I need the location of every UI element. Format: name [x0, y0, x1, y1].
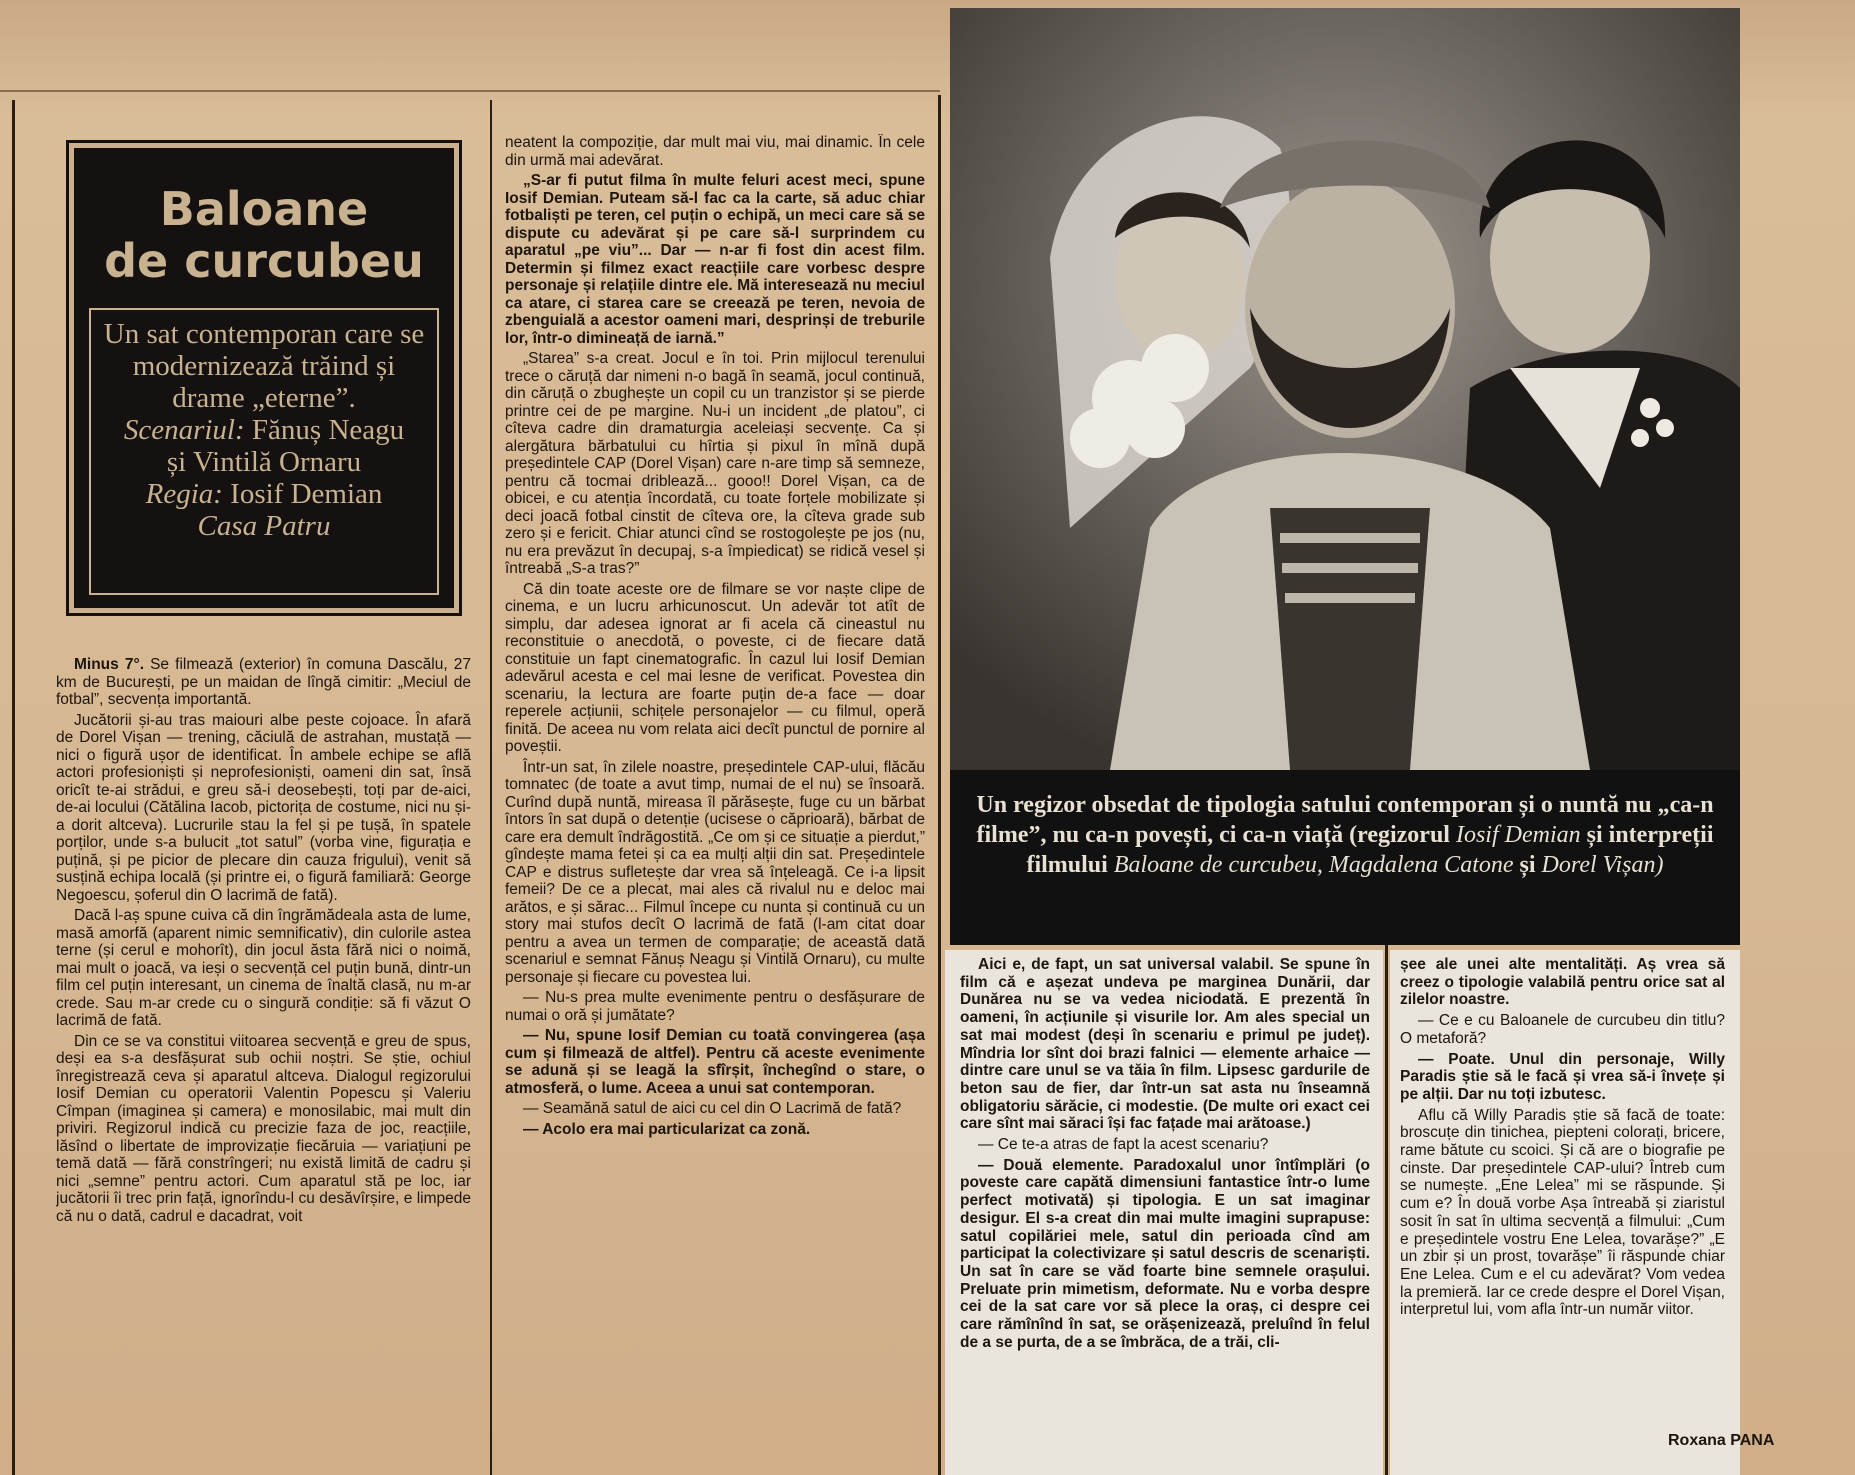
col2-para-3: „Starea” s-a creat. Jocul e în toi. Prin mijlocul terenului trece o căruță dar nimeni n-o bagă în seamă, jocul continuă, din căruță o zbughește un copil cu un tranzistor și se pierde printre cei de pe margine. Nu-i un incident „de platou”, ci cîteva cadre din dramaturgia aceleiași secvențe. Ca și alergătura bărbatului cu hîrtia și pixul în mînă după președintele CAP (Dorel Vișan) care n-are timp să semneze, pentru că tocmai driblează... gooo!! Dorel Vișan, ca de obicei, e cu atenția încordată, cu toate forțele mobilizate și deci joacă fotbal cinstit de cîteva ore, la cîteva grade sub zero și e fericit. Chiar atunci cînd se rostogolește pe jos (nu, nu era prevăzut în decupaj, s-a împiedicat) se ridică vesel și întreabă „S-a tras?” — [505, 350, 925, 577]
caption-name-2: Dorel Vișan) — [1541, 852, 1664, 878]
caption-text-2: și interpreții filmului — [1026, 822, 1714, 878]
column-4 — [1400, 956, 1725, 1426]
column-rule-3 — [1385, 945, 1388, 1475]
col2-para-2: „S-ar fi putut filma în multe feluri acest meci, spune Iosif Demian. Puteam să-l fac ca la carte, să aduc chiar fotbaliști pe teren, cel puțin o echipă, un meci care să se dispute cu adevărat și pe care să-l surprindem cu aparatul „pe viu”... Dar — n-ar fi fost din acest film. Determin și filmez exact reacțiile care vorbesc despre personaje și relațiile dintre ele. Mă interesează nu meciul ca atare, ci starea care se creează pe teren, nevoia de zbenguială a acestor oameni mari, desprinși de treburile lor, într-o dimineață de iarnă.” — [505, 172, 925, 347]
director-label: Regia: — [145, 478, 223, 510]
column-3 — [960, 956, 1370, 1471]
col2-para-6: — Nu-s prea multe evenimente pentru o desfășurare de numai o oră și jumătate? — [505, 989, 925, 1024]
article-title-box — [66, 140, 462, 616]
col4-para-1: șee ale unei alte mentalități. Aș vrea să creez o tipologie valabilă pentru orice sat al zilelor noastre. — [1400, 956, 1725, 1009]
article-title — [69, 183, 459, 287]
title-line-2: de curcubeu — [104, 234, 424, 288]
col2-para-5: Într-un sat, în zilele noastre, președintele CAP-ului, flăcău tomnatec (de toate a avut timp, numai de el nu) se însoară. Curînd după nuntă, mireasa îl părăsește, fuge cu un bărbat întors în sat după o detenție (ucisese o căprioară), bărbat de care era demult îndrăgostită. „Ce om și ce situație a pierdut,” gîndește mama fetei și ca ea mulți alții din sat. Președintele CAP e distrus sufletește dar vrea să înțeleagă. Ce i-a lipsit femeii? De ce a plecat, mai ales că rivalul nu e deloc mai arătos, e și sărac... Filmul începe cu nunta și continuă cu un story mai stufos decît O lacrimă de fată (l-am citat doar pentru a avea un termen de comparație; de această dată scenariul e semnat Fănuș Neagu și Vintilă Ornaru), cu multe personaje și fiecare cu povestea lui. — [505, 758, 925, 986]
director-name: Iosif Demian — [230, 478, 383, 510]
screenplay-authors: Fănuș Neagu — [251, 414, 405, 446]
column-rule-1 — [490, 100, 492, 1475]
col2-para-1: neatent la compoziție, dar mult mai viu, mai dinamic. În cele din urmă mai adevărat. — [505, 134, 925, 169]
caption-film: Baloane de curcubeu, Magdalena Catone — [1113, 852, 1514, 878]
screenplay-label: Scenariul: — [123, 414, 245, 446]
col4-para-3: — Poate. Unul din personaje, Willy Paradis știe să le facă și vrea să-i învețe și pe alții. Dar nu toți izbutesc. — [1400, 1050, 1725, 1103]
col1-para-3: Dacă l-aș spune cuiva că din îngrămădeala asta de lume, masă amorfă (aparent nimic semnificativ), din culorile astea terne (și cerul e mohorît), din jocul ăsta fără nici o noimă, mai mult o joacă, va ieși o secvență cel puțin bună, dintr-un film cel puțin interesant, un cinema de înaltă clasă, nu m-ar crede. Sau m-ar crede cu o singură condiție: să fi văzut O lacrimă de fată. — [56, 907, 471, 1029]
col2-para-9: — Acolo era mai particularizat ca zonă. — [523, 1120, 811, 1138]
author-signature: Roxana PANA — [1668, 1432, 1775, 1449]
lead-in: Minus 7°. — [74, 656, 144, 673]
photo-caption — [950, 770, 1740, 945]
col4-para-4: Aflu că Willy Paradis știe să facă de toate: broscuțe din tinichea, piepteni colorați, briceге, rame bătute cu scoici. Și că are o biografie pe cinste. Dar președintele CAP-ului? Întreb cum se numește. „Ene Lelea” mi se răspunde. Și cum e? În două vorbe Așa întreabă și ziaristul sosit în sat în ultima secvență a filmului: „Cum e președintele vostru Ene Lelea, tovarășe?” „E un zbir și un prost, tovarășe” îi răspunde chiar Ene Lelea. Cum e el cu adevărat? Vom vedea la premieră. Iar ce crede despre el Dorel Vișan, interpretul lui, vom afla într-un număr viitor. — [1400, 1106, 1725, 1319]
title-line-1: Baloane — [159, 182, 369, 236]
col1-para-4: Din ce se va constitui viitoarea secvență e greu de spus, deși ea s-a desfășurat sub ochii noștri. Se știe, ochiul înregistrează ceva și aparatul altceva. Dialogul regizorului Iosif Demian cu operatorii Valentin Popescu și Valeriu Cîmpan (imaginea și camera) e monosilabic, mai mult din priviri. Regizorul indică cu precizie faza de joc, reacțiile, lăsînd o libertate de improvizație fiecăruia — variațiuni pe temă dată — fără constrîngeri; nu există limită de cadru și nici „semne” pentru actori. Cum aparatul stă pe loc, iar jucătorii îi trec prin față, ignorîndu-l cu desăvîrșire, e limpede că nu o dată, cadrul e dacadrat, voit — [56, 1032, 471, 1225]
col2-para-7: — Nu, spune Iosif Demian cu toată convingerea (așa cum și filmează de altfel). Pentru că aceste evenimente se adună și se leagă la sfîrșit, închegînd o stare, o atmosferă, o lume. Aceea a unui sat contemporan. — [505, 1027, 925, 1097]
col1-para-2: Jucătorii și-au tras maiouri albe peste cojoace. În afară de Dorel Vișan — trening, căciulă de astrahan, mustață — nici o figură ușor de identificat. În ambele echipe se află actori profesioniști și neprofesioniști, oameni din sat, însă oricît te-ai strădui, e greu să-i deosebești, toți par de-aici, de-ai locului (Cătălina Iacob, pictorița de costume, nici nu și-a dorit altceva). Lucrurile stau la fel și pe tușă, în spatele porților, unde s-a bulucit „tot satul” (vorba vine, figurația e puțină, și pe picior de plecare din cauza frigului), venit să susțină echipa locală (și printre ei, o figură familiară: George Negoescu, șoferul din O lacrimă de fată). — [56, 711, 471, 904]
col4-para-2: — Ce e cu Baloanele de curcubeu din titlu? O metaforă? — [1400, 1012, 1725, 1047]
screenplay-authors-2: și Vintilă Ornaru — [166, 446, 362, 478]
column-rule-left — [12, 100, 15, 1475]
photo-illustration — [950, 8, 1740, 770]
col3-para-3: — Două elemente. Paradoxalul unor întîmplări (o poveste care capătă dimensiuni fantastice într-o lume perfect motivată) și tipologia. E un sat imaginar desigur. El s-a creat din mai multe imagini suprapuse: satul copilăriei mele, satul din perioada cînd am participat la colectivizare și satul descris de scenariști. Un sat în care se văd foarte bine semnele orașului. Preluate prin mimetism, deformate. Nu e vorba despre cei de la sat care vor să plece la oraș, ci despre cei care rămînînd în sat, se orășenizează, preluînd în felul de a se purta, de a se îmbrăca, de a trăi, cli- — [960, 1156, 1370, 1351]
col2-para-8: — Seamănă satul de aici cu cel din O Lacrimă de fată? — [523, 1100, 902, 1117]
col3-para-2: — Ce te-a atras de fapt la acest scenariu? — [978, 1136, 1269, 1154]
caption-name-1: Iosif Demian — [1455, 822, 1581, 848]
col1-para-1 — [56, 656, 471, 709]
column-rule-2 — [938, 95, 941, 1475]
studio: Casa Patru — [197, 510, 331, 542]
article-photo — [950, 8, 1740, 770]
top-rule — [0, 90, 940, 92]
col2-para-4: Că din toate aceste ore de filmare se vor naște clipe de cinema, e un lucru arhicunoscut. Un adevăr tot atît de simplu, dar adesea ignorat ar fi acela că cineastul nu reconstituie o anecdotă, o poveste, ci de fiecare dată constituie un fapt cinematografic. În cazul lui Iosif Demian adevărul acesta e cel mai lesne de verificat. Povestea din scenariu, la lectura are foarte puțin de-a face — doar reperele acțiunii, schițele personajelor — cu filmul, operă finită. De aceea nu vom relata aici decît punctul de pornire al poveștii. — [505, 580, 925, 755]
column-1 — [56, 656, 471, 1471]
subtitle: Un sat contemporan care se modernizează trăind și drame „eterne”. — [103, 318, 425, 414]
caption-text-1: Un regizor obsedat de tipologia satului contemporan și o nuntă nu „ca-n filme”, nu ca-n povești, ci ca-n viață (regizorul — [976, 792, 1714, 848]
col1-para-1-text: Se filmează (exterior) în comuna Dascălu, 27 km de București, pe un maidan de lîngă cimitir: „Meciul de fotbal”, secvența importantă. — [56, 656, 471, 708]
title-credits — [89, 308, 439, 595]
column-2 — [505, 134, 925, 1474]
col3-para-1: Aici e, de fapt, un sat universal valabil. Se spune în film că e așezat undeva pe marginea Dunării, dar Dunărea nu se va vedea niciodată. E prezentă în oameni, în acțiunile și visurile lor. Am ales special un sat mai modest (deși în scenariu e primul pe județ). Mîndria lor sînt doi brazi falnici — elemente arhaice — dintre care unul se va tăia în film. Lipsesc gardurile de beton sau de fier, dar într-un sat asta nu înseamnă obligatoriu sărăcie, ci modestie. (De multe ori exact cei care sînt mai săraci își fac fațade mai arătoase.) — [960, 956, 1370, 1133]
caption-text-3: și — [1513, 852, 1542, 878]
